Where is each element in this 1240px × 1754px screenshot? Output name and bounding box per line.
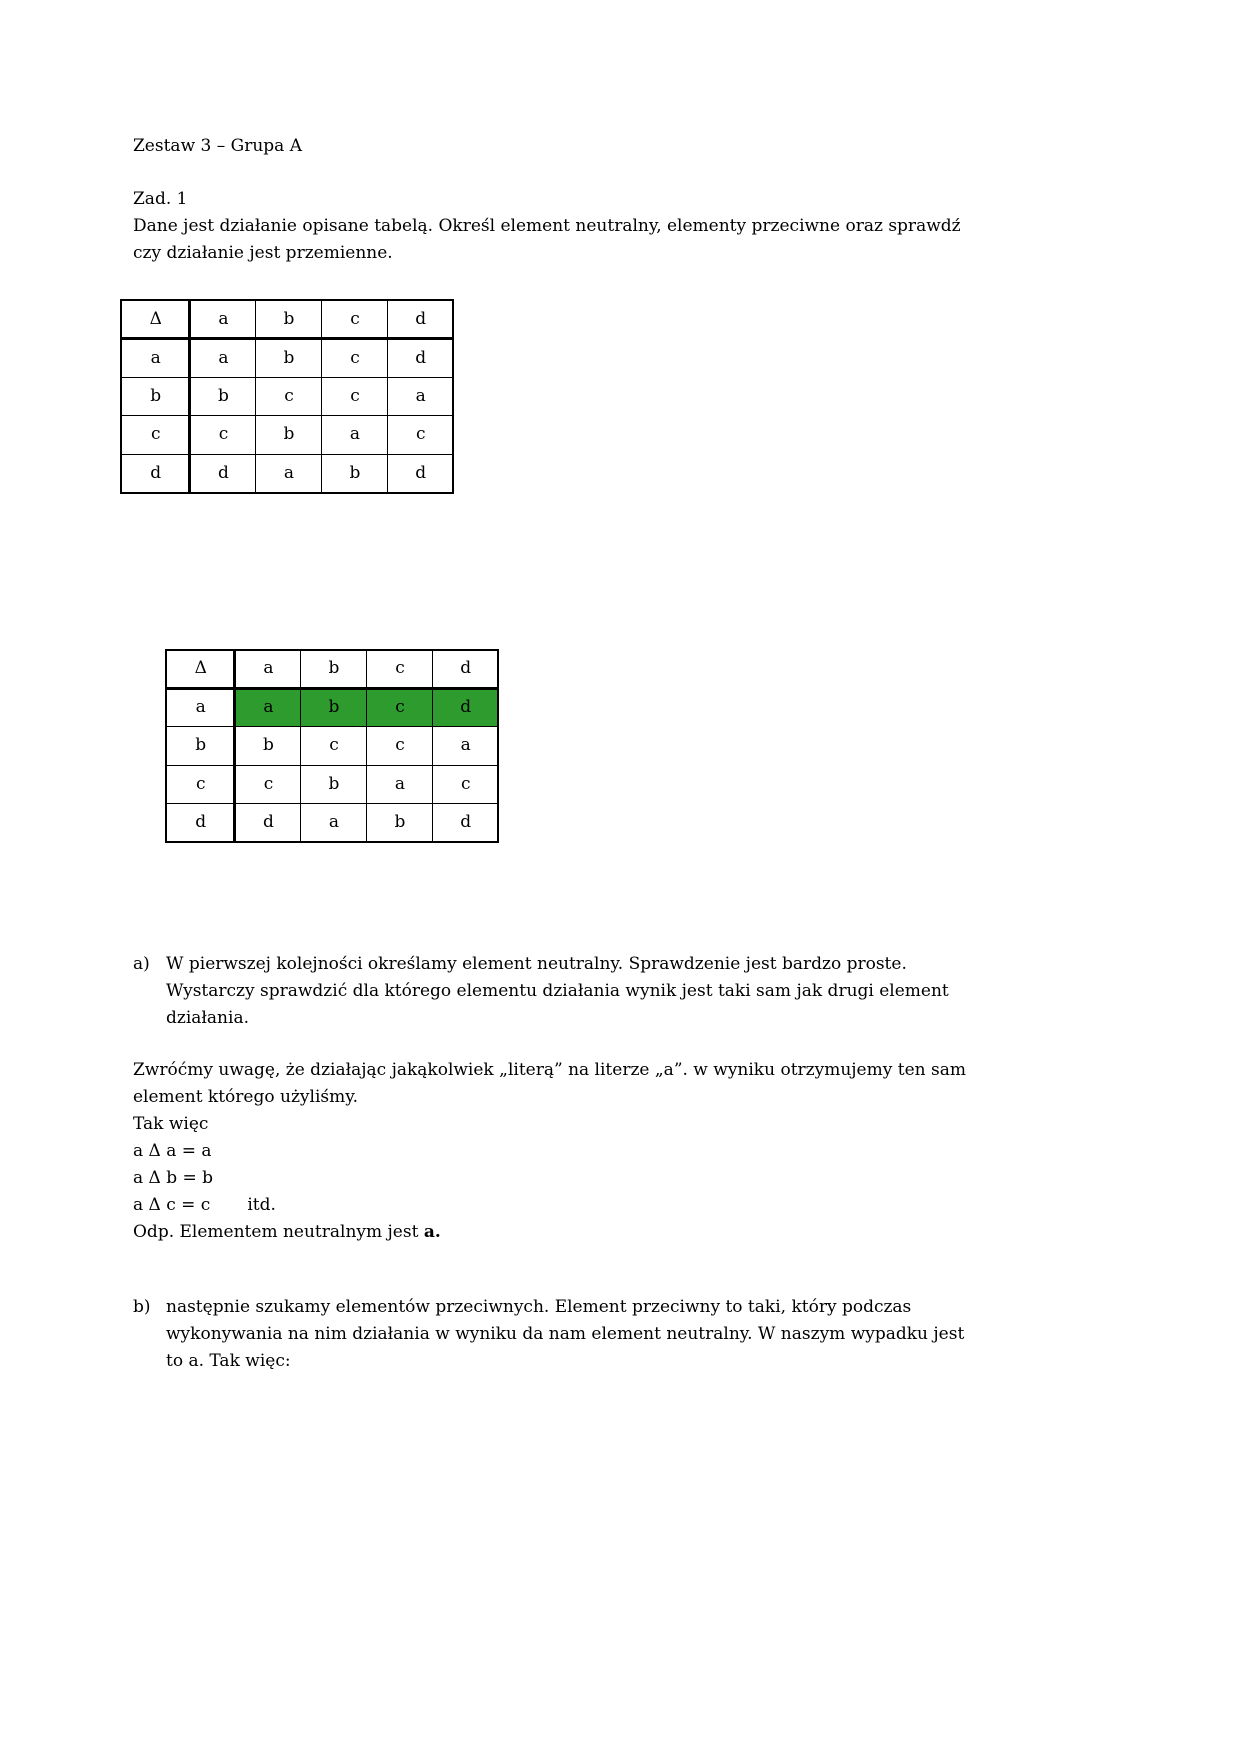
table-cell: c [166, 765, 234, 804]
table-cell: d [234, 804, 300, 843]
table-cell: d [432, 804, 498, 843]
table-cell: c [366, 727, 432, 766]
table-cell: b [321, 454, 387, 493]
table-cell: d [166, 804, 234, 843]
table-row [166, 727, 498, 766]
table-cell-highlighted: c [366, 688, 432, 727]
table-cell: b [121, 377, 189, 416]
equation-1: a Δ a = a [133, 1141, 212, 1161]
table-row [166, 804, 498, 843]
table-row-highlighted [166, 688, 498, 727]
table-cell: Δ [166, 650, 234, 689]
table-cell: b [300, 765, 366, 804]
document-title: Zestaw 3 – Grupa A [133, 136, 302, 156]
list-item-b [133, 1294, 978, 1375]
table-cell: b [255, 416, 321, 455]
table-cell: c [321, 339, 387, 378]
table-row [166, 765, 498, 804]
table-row [121, 339, 453, 378]
explanation-block [133, 1057, 993, 1246]
answer-line [133, 1219, 993, 1246]
answer-prefix: Odp. Elementem neutralnym jest [133, 1222, 424, 1242]
table-cell: a [432, 727, 498, 766]
table-cell: b [366, 804, 432, 843]
table-cell: c [387, 416, 453, 455]
operation-table-2 [165, 649, 499, 844]
table-cell: a [366, 765, 432, 804]
table-cell: d [387, 454, 453, 493]
equation-2: a Δ b = b [133, 1168, 214, 1188]
table-cell: c [189, 416, 255, 455]
document-content [133, 133, 993, 1375]
list-item-b-text: następnie szukamy elementów przeciwnych. Element przeciwny to taki, który podczas wykonywania na nim działania w wyniku da nam element neutralny. W naszym wypadku jest to a. Tak więc: [166, 1297, 965, 1371]
table-cell-highlighted: a [234, 688, 300, 727]
table-cell: d [387, 300, 453, 339]
table-cell: a [166, 688, 234, 727]
table-cell: c [255, 377, 321, 416]
table-header-row [166, 650, 498, 689]
table-row [121, 454, 453, 493]
table-cell: d [121, 454, 189, 493]
table-cell: Δ [121, 300, 189, 339]
table-cell: c [432, 765, 498, 804]
table-cell: c [234, 765, 300, 804]
table-cell: c [121, 416, 189, 455]
list-item-a [133, 951, 978, 1032]
table-cell: b [189, 377, 255, 416]
table-row [121, 377, 453, 416]
list-marker-b: b) [133, 1297, 151, 1317]
table-cell: a [189, 300, 255, 339]
table-cell: b [255, 300, 321, 339]
table-cell: b [300, 650, 366, 689]
table-cell: a [234, 650, 300, 689]
list-marker-a: a) [133, 954, 150, 974]
task-label: Zad. 1 [133, 189, 188, 209]
table-cell: a [321, 416, 387, 455]
table-row [121, 416, 453, 455]
table-cell: b [166, 727, 234, 766]
equation-3 [133, 1192, 993, 1219]
list-item-a-text: W pierwszej kolejności określamy element neutralny. Sprawdzenie jest bardzo proste. Wystarczy sprawdzić dla którego elementu działania wynik jest taki sam jak drugi element działania. [166, 954, 949, 1028]
operation-table-1 [120, 299, 454, 494]
equation-3-text: a Δ c = c [133, 1195, 211, 1215]
table-cell: d [189, 454, 255, 493]
table-cell: b [234, 727, 300, 766]
explanation-lead: Tak więc [133, 1114, 209, 1134]
table-cell: a [387, 377, 453, 416]
table-cell: a [121, 339, 189, 378]
table-cell: d [432, 650, 498, 689]
explanation-paragraph: Zwróćmy uwagę, że działając jakąkolwiek „literą” na literze „a”. w wyniku otrzymujemy ten sam element którego użyliśmy. [133, 1060, 966, 1107]
table-cell: a [300, 804, 366, 843]
task-text: Dane jest działanie opisane tabelą. Określ element neutralny, elementy przeciwne oraz sprawdź czy działanie jest przemienne. [133, 216, 961, 263]
table-cell: c [366, 650, 432, 689]
table-header-row [121, 300, 453, 339]
answer-neutral-element: a. [423, 1222, 441, 1242]
table-cell: d [387, 339, 453, 378]
table-cell: a [189, 339, 255, 378]
equation-3-suffix: itd. [247, 1195, 276, 1215]
table-cell: b [255, 339, 321, 378]
table-cell: c [321, 377, 387, 416]
table-cell-highlighted: d [432, 688, 498, 727]
task-block [133, 186, 993, 267]
table-cell-highlighted: b [300, 688, 366, 727]
table-cell: c [321, 300, 387, 339]
table-cell: c [300, 727, 366, 766]
table-cell: a [255, 454, 321, 493]
